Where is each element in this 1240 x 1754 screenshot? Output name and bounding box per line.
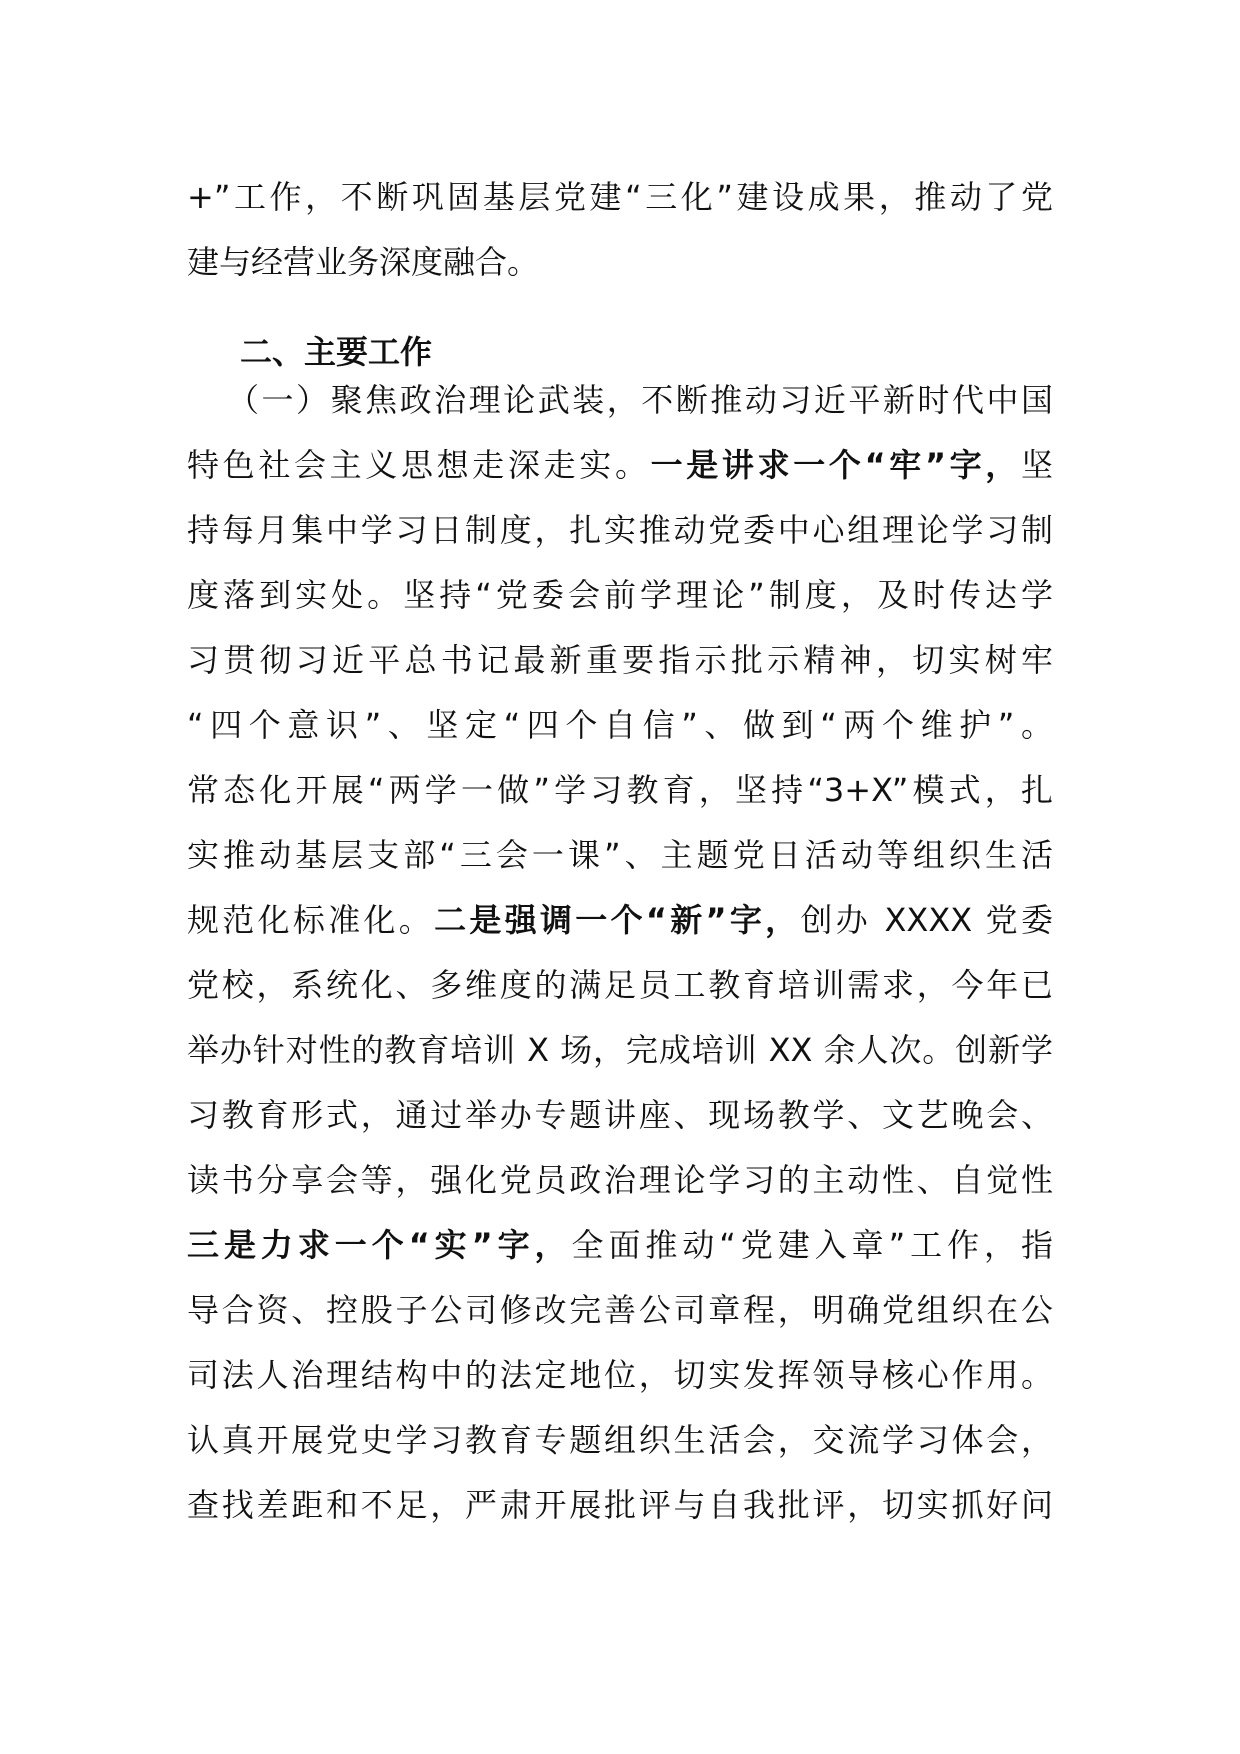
- paragraph-line-15: 导合资、控股子公司修改完善公司章程，明确党组织在公: [187, 1291, 1053, 1329]
- section-heading: 二、主要工作: [240, 333, 433, 371]
- paragraph-line-18: 查找差距和不足，严肃开展批评与自我批评，切实抓好问: [187, 1486, 1053, 1524]
- paragraph-line-6: “四个意识”、坚定“四个自信”、做到“两个维护”。: [187, 706, 1053, 744]
- paragraph-line-8: 实推动基层支部“三会一课”、主题党日活动等组织生活: [187, 836, 1053, 874]
- paragraph-line-14: [187, 1213, 1053, 1278]
- paragraph-line-16: 司法人治理结构中的法定地位，切实发挥领导核心作用。: [187, 1356, 1053, 1394]
- paragraph-text: 创办 XXXX 党委: [800, 901, 1053, 939]
- paragraph-line-12: 习教育形式，通过举办专题讲座、现场教学、文艺晚会、: [187, 1096, 1053, 1134]
- paragraph-text: 规范化标准化。: [187, 901, 435, 939]
- intro-paragraph: [187, 165, 1053, 295]
- paragraph-line-17: 认真开展党史学习教育专题组织生活会，交流学习体会，: [187, 1421, 1053, 1459]
- intro-line-2: 建与经营业务深度融合。: [187, 243, 540, 281]
- paragraph-line-5: 习贯彻习近平总书记最新重要指示批示精神，切实树牢: [187, 641, 1053, 679]
- paragraph-line-11: 举办针对性的教育培训 X 场，完成培训 XX 余人次。创新学: [187, 1031, 1053, 1069]
- paragraph-line-7: 常态化开展“两学一做”学习教育，坚持“3+X”模式，扎: [187, 771, 1053, 809]
- paragraph-line-4: 度落到实处。坚持“党委会前学理论”制度，及时传达学: [187, 576, 1053, 614]
- main-paragraph: [187, 368, 1053, 1538]
- paragraph-line-10: 党校，系统化、多维度的满足员工教育培训需求，今年已: [187, 966, 1053, 1004]
- bold-phrase-2: 二是强调一个“新”字，: [434, 901, 801, 939]
- paragraph-line-2: [187, 433, 1053, 498]
- paragraph-text: 全面推动“党建入章”工作，指: [571, 1226, 1053, 1264]
- paragraph-text: 坚: [1020, 446, 1053, 484]
- paragraph-line-1: （一）聚焦政治理论武装，不断推动习近平新时代中国: [227, 381, 1053, 419]
- bold-phrase-3: 三是力求一个“实”字，: [187, 1226, 572, 1264]
- paragraph-line-3: 持每月集中学习日制度，扎实推动党委中心组理论学习制: [187, 511, 1053, 549]
- intro-line-1: +”工作，不断巩固基层党建“三化”建设成果，推动了党: [187, 178, 1053, 216]
- bold-phrase-1: 一是讲求一个“牢”字，: [650, 446, 1021, 484]
- paragraph-text: 特色社会主义思想走深走实。: [187, 446, 651, 484]
- paragraph-line-9: [187, 888, 1053, 953]
- paragraph-line-13: 读书分享会等，强化党员政治理论学习的主动性、自觉性: [187, 1161, 1053, 1199]
